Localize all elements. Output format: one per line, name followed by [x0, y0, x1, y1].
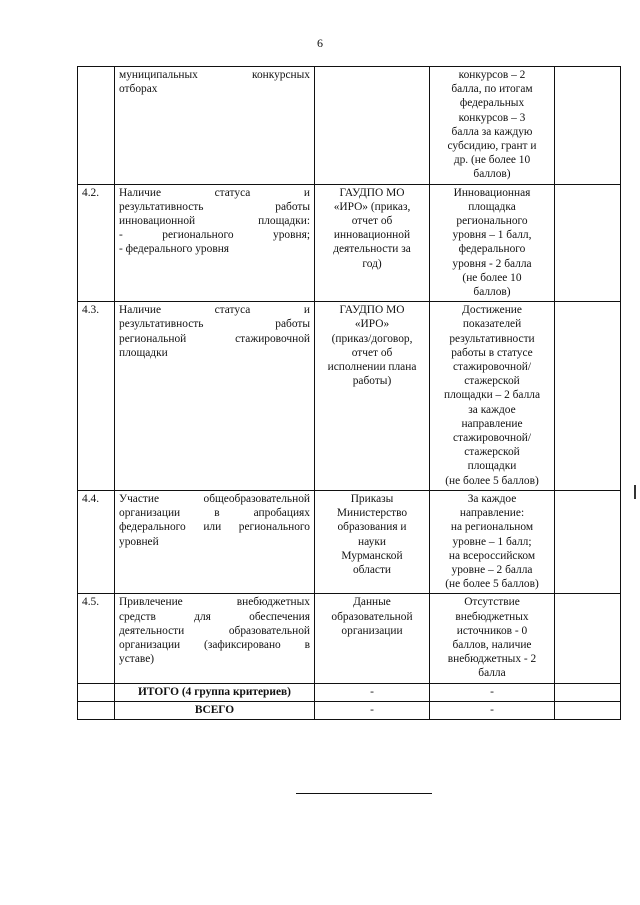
- table-row-continuation: [78, 67, 621, 185]
- blank-cell: [555, 490, 621, 593]
- table-row: [78, 594, 621, 683]
- source-cell: [315, 67, 430, 185]
- text-line: инновационной площадки:: [119, 215, 310, 228]
- text-line: ГАУДПО МО: [339, 186, 405, 199]
- text-line: баллов): [473, 168, 511, 181]
- source-cell: [315, 184, 430, 302]
- criterion-cell: [115, 302, 315, 491]
- criterion-cell: [115, 490, 315, 593]
- text-line: источников - 0: [456, 624, 528, 637]
- source-cell: [315, 594, 430, 683]
- page-number: 6: [317, 36, 323, 50]
- criterion-cell: [115, 594, 315, 683]
- text-line: организации в апробациях: [119, 507, 310, 520]
- text-line: на всероссийском: [448, 549, 536, 562]
- text-line: Наличие статуса и: [119, 304, 310, 317]
- text-line: Участие общеобразовательной: [119, 492, 310, 505]
- text-line: (не более 5 баллов): [445, 474, 539, 487]
- text-line: на региональном: [450, 521, 534, 534]
- text-line: Мурманской: [341, 549, 403, 562]
- total-label-cell: [115, 683, 315, 701]
- text-line: Наличие статуса и: [119, 186, 310, 199]
- text-line: уровне – 2 балла: [451, 563, 533, 576]
- text-line: «ИРО»: [354, 318, 390, 331]
- text-line: год): [362, 257, 382, 270]
- row-number-cell: [78, 594, 115, 683]
- text-line: федерального или регионального: [119, 521, 310, 534]
- text-line: - регионального уровня;: [119, 229, 310, 242]
- text-line: результативность работы: [119, 200, 310, 213]
- cell-text: -: [490, 685, 494, 698]
- total-source-cell: [315, 683, 430, 701]
- text-line: площадки: [467, 460, 517, 473]
- text-line: средств для обеспечения: [119, 610, 310, 623]
- text-line: муниципальных конкурсных: [119, 69, 310, 81]
- text-line: организации: [341, 624, 403, 637]
- text-line: балла за каждую: [451, 125, 533, 138]
- cell-text: ВСЕГО: [194, 703, 235, 716]
- text-line: (не более 10: [462, 271, 522, 284]
- row-number-cell: [78, 67, 115, 185]
- score-cell: [430, 594, 555, 683]
- blank-cell: [555, 302, 621, 491]
- text-line: субсидию, грант и: [447, 140, 537, 153]
- cell-text: 4.3.: [82, 304, 100, 317]
- cell-text: ИТОГО (4 группа критериев): [138, 685, 291, 698]
- end-rule: [296, 793, 432, 794]
- row-number-cell: [78, 701, 115, 719]
- text-line: образования и: [337, 521, 407, 534]
- cell-text: 4.2.: [82, 186, 100, 199]
- text-line: конкурсов – 3: [458, 111, 526, 124]
- blank-cell: [555, 67, 621, 185]
- text-line: федерального: [458, 243, 526, 256]
- text-line: отчет об: [351, 215, 393, 228]
- text-line: направление: [461, 417, 523, 430]
- table-row: [78, 490, 621, 593]
- table-row-total: [78, 701, 621, 719]
- total-source-cell: [315, 701, 430, 719]
- text-line: работы в статусе: [451, 346, 533, 359]
- text-line: уровне – 1 балл;: [452, 535, 532, 548]
- text-line: исполнении плана: [327, 361, 417, 374]
- text-line: площадка: [468, 200, 516, 213]
- score-cell: [430, 490, 555, 593]
- text-line: уставе): [119, 653, 155, 666]
- cell-text: 4.5.: [82, 596, 100, 609]
- row-number-cell: [78, 184, 115, 302]
- text-line: показателей: [462, 318, 522, 331]
- text-line: инновационной: [333, 229, 411, 242]
- text-line: стажерской: [464, 446, 520, 459]
- text-line: образовательной: [331, 610, 413, 623]
- score-cell: [430, 302, 555, 491]
- text-line: уровня – 1 балл,: [452, 229, 532, 242]
- table-row: [78, 184, 621, 302]
- text-line: стажерской: [464, 375, 520, 388]
- text-line: направление:: [459, 507, 525, 520]
- text-line: стажировочной/: [452, 361, 532, 374]
- criterion-cell: [115, 184, 315, 302]
- cell-text: 4.4.: [82, 492, 100, 505]
- text-line: площадки – 2 балла: [443, 389, 541, 402]
- text-line: внебюджетных: [455, 610, 529, 623]
- blank-cell: [555, 594, 621, 683]
- text-line: конкурсов – 2: [458, 69, 526, 81]
- table-row-total: [78, 683, 621, 701]
- text-line: федеральных: [459, 97, 525, 110]
- text-line: организации (зафиксировано в: [119, 638, 310, 651]
- blank-cell: [555, 683, 621, 701]
- text-line: За каждое: [467, 492, 517, 505]
- text-line: работы): [352, 375, 392, 388]
- text-line: внебюджетных - 2: [447, 653, 537, 666]
- row-number-cell: [78, 490, 115, 593]
- criteria-table-body: [78, 67, 621, 720]
- text-line: науки: [358, 535, 386, 548]
- text-line: стажировочной/: [452, 432, 532, 445]
- row-number-cell: [78, 302, 115, 491]
- text-line: региональной стажировочной: [119, 332, 310, 345]
- criterion-cell: [115, 67, 315, 185]
- text-line: результативности: [449, 332, 535, 345]
- text-line: отчет об: [351, 346, 393, 359]
- text-line: «ИРО» (приказ,: [333, 200, 411, 213]
- text-line: Достижение: [462, 304, 522, 317]
- total-score-cell: [430, 701, 555, 719]
- text-line: ГАУДПО МО: [339, 304, 405, 317]
- total-score-cell: [430, 683, 555, 701]
- margin-mark: [634, 485, 636, 499]
- text-line: - федерального уровня: [119, 243, 230, 256]
- blank-cell: [555, 184, 621, 302]
- text-line: (не более 5 баллов): [445, 578, 539, 591]
- text-line: др. (не более 10: [453, 154, 531, 167]
- text-line: области: [352, 563, 392, 576]
- source-cell: [315, 490, 430, 593]
- text-line: Инновационная: [453, 186, 531, 199]
- text-line: Отсутствие: [464, 596, 520, 609]
- text-line: площадки: [119, 346, 168, 359]
- text-line: отборах: [119, 83, 158, 96]
- text-line: Приказы: [350, 492, 394, 505]
- text-line: балла, по итогам: [451, 83, 533, 96]
- table-row: [78, 302, 621, 491]
- score-cell: [430, 67, 555, 185]
- text-line: деятельности за: [333, 243, 411, 256]
- text-line: (приказ/договор,: [331, 332, 413, 345]
- criteria-table: [77, 66, 621, 720]
- source-cell: [315, 302, 430, 491]
- text-line: баллов, наличие: [452, 638, 532, 651]
- cell-text: -: [370, 703, 374, 716]
- text-line: Данные: [353, 596, 391, 609]
- text-line: Министерство: [336, 507, 408, 520]
- text-line: Привлечение внебюджетных: [119, 596, 310, 609]
- text-line: за каждое: [468, 403, 516, 416]
- text-line: балла: [478, 667, 506, 680]
- text-line: результативность работы: [119, 318, 310, 331]
- text-line: деятельности образовательной: [119, 624, 310, 637]
- blank-cell: [555, 701, 621, 719]
- cell-text: -: [370, 685, 374, 698]
- text-line: баллов): [473, 286, 511, 299]
- cell-text: -: [490, 703, 494, 716]
- text-line: регионального: [456, 215, 528, 228]
- score-cell: [430, 184, 555, 302]
- row-number-cell: [78, 683, 115, 701]
- total-label-cell: [115, 701, 315, 719]
- text-line: уровня - 2 балла: [452, 257, 532, 270]
- text-line: уровней: [119, 535, 159, 548]
